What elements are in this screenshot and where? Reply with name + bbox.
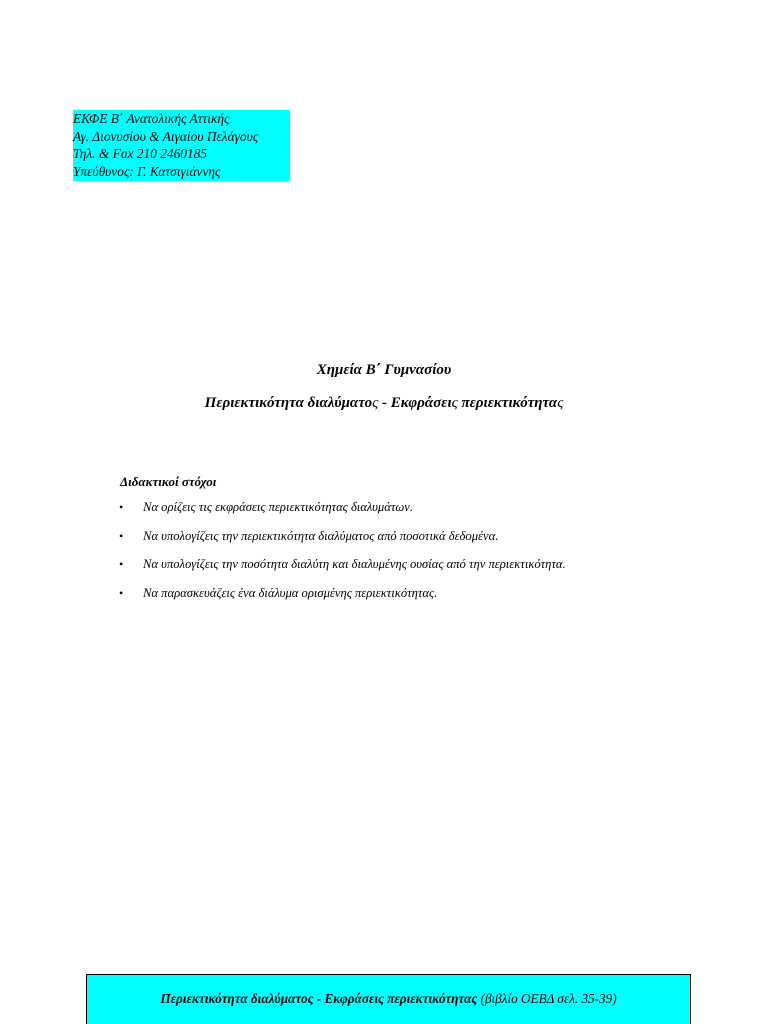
objectives-list [120, 498, 720, 602]
objective-item [120, 555, 720, 573]
section-title-main: Περιεκτικότητα διαλύματος - Εκφράσεις περιεκτικότητας [160, 991, 478, 1006]
section-title-reference: (βιβλίο ΟΕΒΔ σελ. 35-39) [477, 991, 617, 1006]
bullet-icon: • [119, 585, 124, 600]
organization-address: Αγ. Διονυσίου & Αιγαίου Πελάγους [73, 128, 259, 144]
objective-item [120, 498, 720, 516]
objective-item [120, 527, 720, 545]
topic-part-2: - Εκφράσει [378, 395, 452, 411]
section-title-banner [86, 974, 691, 1024]
topic-sigma-3: ς [557, 395, 564, 411]
organization-contact-person: Υπεύθυνος: Γ. Κατσιγιάννης [73, 163, 221, 179]
teaching-objectives-section [120, 473, 720, 612]
section-title-text [87, 990, 690, 1008]
bullet-icon: • [119, 528, 124, 543]
objective-text: Να ορίζεις τις εκφράσεις περιεκτικότητας διαλυμάτων. [143, 500, 413, 514]
objective-text: Να παρασκευάζεις ένα διάλυμα ορισμένης περιεκτικότητας. [143, 585, 438, 600]
document-title-block [0, 360, 768, 413]
bullet-icon: • [119, 557, 124, 571]
topic-part-1: Περιεκτικότητα διαλύματο [204, 395, 373, 411]
topic-sigma-2: ς [451, 395, 458, 411]
organization-name: ΕΚΦΕ Β΄ Ανατολικής Αττικής [73, 111, 230, 126]
topic-part-3: περιεκτικότητα [457, 395, 558, 411]
objective-text: Να υπολογίζεις την περιεκτικότητα διαλύματος από ποσοτικά δεδομένα. [143, 528, 499, 543]
document-subject: Χημεία Β΄ Γυμνασίου [316, 362, 452, 378]
bullet-icon: • [119, 500, 124, 514]
organization-info-box [73, 110, 290, 181]
document-topic [0, 393, 768, 413]
objective-text: Να υπολογίζεις την ποσότητα διαλύτη και διαλυμένης ουσίας από την περιεκτικότητα. [143, 557, 566, 571]
topic-sigma-1: ς [372, 395, 379, 411]
organization-phone: Τηλ. & Fax 210 2460185 [73, 146, 208, 161]
objectives-heading: Διδακτικοί στόχοι [120, 474, 217, 489]
objective-item [120, 584, 720, 602]
